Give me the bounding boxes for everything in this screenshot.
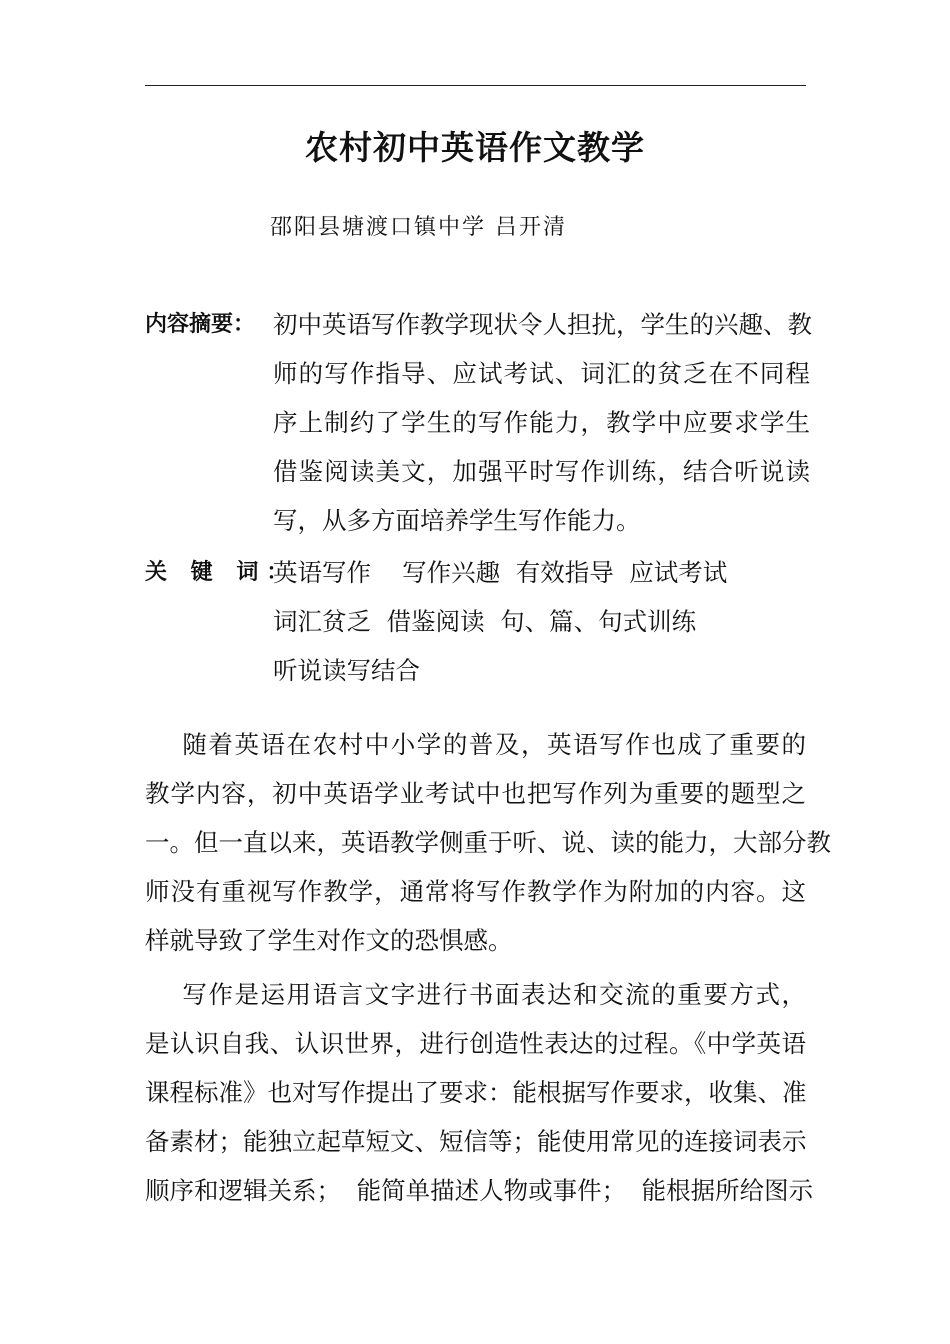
document-title: 农村初中英语作文教学 — [305, 128, 645, 167]
paragraph-line: 教学内容，初中英语学业考试中也把写作列为重要的题型之 — [145, 779, 806, 808]
keywords-label: 关 键 词： — [145, 560, 297, 585]
keywords-section — [145, 548, 810, 695]
abstract-label: 内容摘要： — [145, 312, 256, 337]
abstract-text — [273, 300, 810, 545]
keywords-line: 词汇贫乏 借鉴阅读 句、篇、句式训练 — [273, 607, 697, 636]
abstract-section — [145, 300, 810, 545]
abstract-line: 师的写作指导、应试考试、词汇的贫乏在不同程 — [273, 359, 810, 388]
keywords-line: 听说读写结合 — [273, 656, 420, 685]
body-paragraph-1 — [145, 720, 831, 965]
keywords-text — [273, 548, 810, 695]
paragraph-line: 备素材；能独立起草短文、短信等；能使用常见的连接词表示 — [145, 1127, 807, 1156]
author-line: 邵阳县塘渡口镇中学 吕开清 — [270, 215, 567, 240]
abstract-line: 序上制约了学生的写作能力，教学中应要求学生 — [273, 408, 810, 437]
abstract-line: 借鉴阅读美文，加强平时写作训练，结合听说读 — [273, 457, 810, 486]
paragraph-line: 是认识自我、认识世界，进行创造性表达的过程。《中学英语 — [145, 1029, 806, 1058]
paragraph-line: 师没有重视写作教学，通常将写作教学作为附加的内容。这 — [145, 877, 806, 906]
body-paragraph-2 — [145, 970, 814, 1215]
paragraph-line: 样就导致了学生对作文的恐惧感。 — [145, 926, 513, 955]
paragraph-line: 课程标准》也对写作提出了要求：能根据写作要求，收集、准 — [145, 1078, 807, 1107]
paragraph-line: 写作是运用语言文字进行书面表达和交流的重要方式， — [145, 980, 806, 1009]
abstract-line: 初中英语写作教学现状令人担扰，学生的兴趣、教 — [273, 310, 812, 339]
keywords-line: 英语写作 写作兴趣 有效指导 应试考试 — [273, 558, 728, 587]
paragraph-line: 随着英语在农村中小学的普及，英语写作也成了重要的 — [145, 730, 806, 759]
header-rule — [145, 85, 806, 86]
paragraph-line: 一。但一直以来，英语教学侧重于听、说、读的能力，大部分教 — [145, 828, 831, 857]
paragraph-line: 顺序和逻辑关系； 能简单描述人物或事件； 能根据所给图示 — [145, 1176, 814, 1205]
abstract-line: 写，从多方面培养学生写作能力。 — [273, 506, 641, 535]
